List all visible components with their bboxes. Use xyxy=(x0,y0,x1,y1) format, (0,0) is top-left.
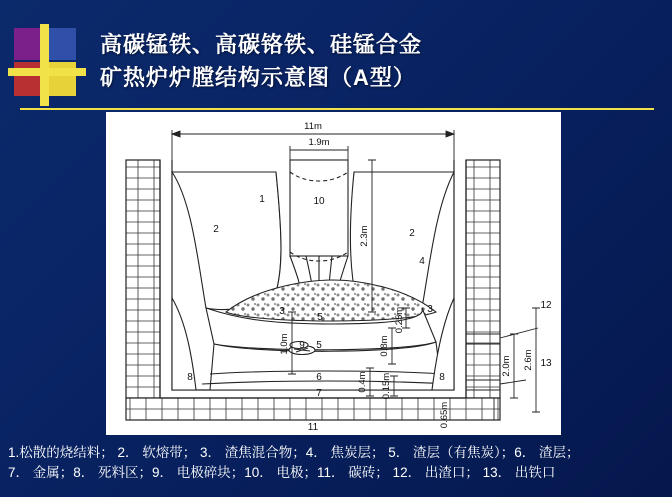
callout-5: 5 xyxy=(316,340,322,351)
callout-2-left: 2 xyxy=(213,224,219,235)
title-divider xyxy=(20,108,654,110)
dim-08: 0.8m xyxy=(379,335,390,357)
callout-8-left: 8 xyxy=(187,372,193,383)
callout-3-left: 3 xyxy=(279,306,285,317)
callout-5-top: 5 xyxy=(317,312,323,323)
callout-4: 4 xyxy=(419,256,425,267)
page-title xyxy=(100,28,660,94)
legend-line-2: 7． 金属；8． 死料区；9． 电极碎块；10． 电极；11． 碳砖； 12． 出渣口； 13． 出铁口 xyxy=(8,465,556,480)
dim-23: 2.3m xyxy=(359,225,370,247)
logo-vertical-bar xyxy=(40,24,49,106)
dim-10: 1.0m xyxy=(279,333,290,355)
dim-025: 0.25m xyxy=(394,306,405,334)
title-line-1: 高碳锰铁、高碳铬铁、硅锰合金 xyxy=(100,32,423,57)
legend xyxy=(8,443,668,483)
callout-10: 10 xyxy=(313,196,325,207)
callout-1: 1 xyxy=(259,194,265,205)
furnace-diagram xyxy=(106,112,561,435)
logo-horizontal-bar xyxy=(8,68,86,76)
dim-015: 0.15m xyxy=(381,372,392,400)
callout-12: 12 xyxy=(540,300,552,311)
title-line-2: 矿热炉炉膛结构示意图（A型） xyxy=(100,65,416,90)
dim-electrode-width: 1.9m xyxy=(308,137,330,148)
callout-9: 9 xyxy=(299,340,305,351)
dim-04: 0.4m xyxy=(357,371,368,393)
legend-line-1: 1.松散的烧结料； 2． 软熔带； 3． 渣焦混合物；4． 焦炭层； 5． 渣层（有焦炭）；6． 渣层； xyxy=(8,445,580,460)
callout-6: 6 xyxy=(316,372,322,383)
callout-13: 13 xyxy=(540,358,552,369)
decorative-logo xyxy=(14,28,78,100)
furnace-zones xyxy=(172,160,454,393)
callout-8-right: 8 xyxy=(439,372,445,383)
dim-065: 0.65m xyxy=(439,401,450,429)
dim-top-width: 11m xyxy=(304,121,322,132)
callout-2-right: 2 xyxy=(409,228,415,239)
dim-26: 2.6m xyxy=(523,349,534,371)
dim-20: 2.0m xyxy=(501,355,512,377)
callout-3-right: 3 xyxy=(427,304,433,315)
logo-square-blue xyxy=(46,28,76,60)
callout-11: 11 xyxy=(307,422,319,433)
callout-7: 7 xyxy=(316,388,322,399)
